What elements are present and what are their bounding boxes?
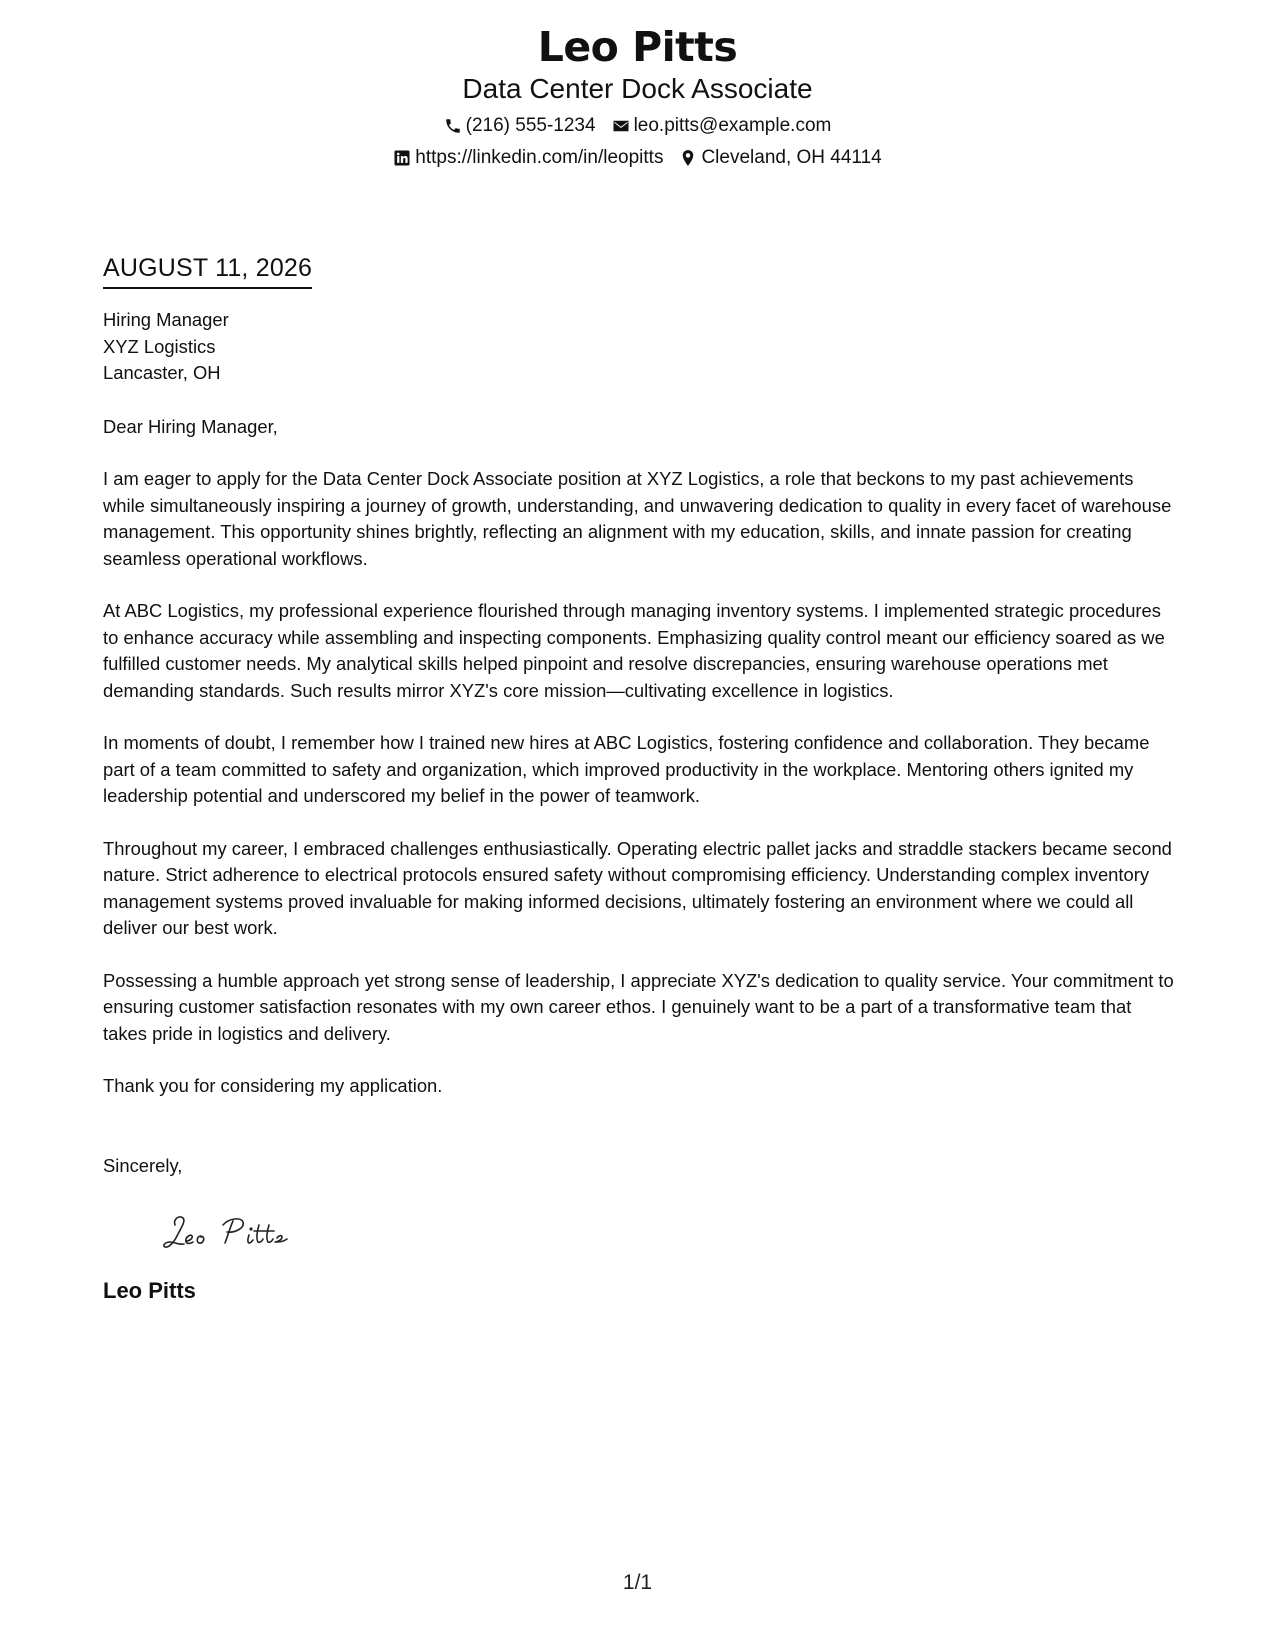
letter-date: AUGUST 11, 2026 <box>103 252 312 289</box>
phone-text: (216) 555-1234 <box>465 115 596 136</box>
contact-linkedin <box>393 146 663 170</box>
email-text: leo.pitts@example.com <box>633 115 832 136</box>
letter-header <box>0 22 1275 170</box>
applicant-title: Data Center Dock Associate <box>462 73 813 104</box>
linkedin-icon <box>393 149 411 167</box>
body-paragraph: I am eager to apply for the Data Center Dock Associate position at XYZ Logistics, a role that beckons to my past achievements while simultaneously inspiring a journey of growth, understanding, and unwavering dedication to quality in every facet of warehouse management. This opportunity shines brightly, reflecting an alignment with my education, skills, and innate passion for creating seamless operational workflows. <box>103 468 1172 569</box>
recipient-line: Lancaster, OH <box>103 362 221 383</box>
contact-location <box>679 146 881 170</box>
map-marker-icon <box>679 149 697 167</box>
recipient-line: Hiring Manager <box>103 309 229 330</box>
closing: Sincerely, <box>103 1154 183 1176</box>
phone-icon <box>444 117 462 135</box>
recipient-block <box>103 307 1178 387</box>
contact-row-2 <box>0 146 1275 170</box>
recipient-line: XYZ Logistics <box>103 335 216 357</box>
body-paragraph: Possessing a humble approach yet strong sense of leadership, I appreciate XYZ's dedication to quality service. Your commitment to ensuring customer satisfaction resonates with my own career ethos. I genuinely want to be a part of a transformative team that takes pride in logistics and delivery. <box>103 969 1174 1044</box>
body-paragraph: In moments of doubt, I remember how I trained new hires at ABC Logistics, fostering confidence and collaboration. They became part of a team committed to safety and organization, which improved productivity in the workplace. Mentoring others ignited my leadership potential and underscored my belief in the power of teamwork. <box>103 732 1150 806</box>
applicant-name: Leo Pitts <box>537 23 738 71</box>
location-text: Cleveland, OH 44114 <box>701 147 882 168</box>
signed-name: Leo Pitts <box>103 1278 196 1303</box>
linkedin-text: https://linkedin.com/in/leopitts <box>415 147 664 168</box>
contact-phone <box>444 114 596 138</box>
contact-row-1 <box>0 114 1275 138</box>
page-indicator: 1/1 <box>622 1571 653 1594</box>
letter-body <box>103 252 1178 1305</box>
envelope-icon <box>612 117 630 135</box>
contact-email <box>612 114 832 138</box>
salutation: Dear Hiring Manager, <box>103 415 278 437</box>
body-paragraph: At ABC Logistics, my professional experience flourished through managing inventory systems. I implemented strategic procedures to enhance accuracy while assembling and inspecting components. Emphasizing quality control meant our efficiency soared as we fulfilled customer needs. My analytical skills helped pinpoint and resolve discrepancies, ensuring warehouse operations met demanding standards. Such results mirror XYZ's core mission—cultivating excellence in logistics. <box>103 600 1165 701</box>
thank-you-line: Thank you for considering my application. <box>103 1075 443 1096</box>
body-paragraph: Throughout my career, I embraced challenges enthusiastically. Operating electric pallet jacks and straddle stackers became second nature. Strict adherence to electrical protocols ensured safety without compromising efficiency. Understanding complex inventory management systems proved invaluable for making informed decisions, ultimately fostering an environment where we could all deliver our best work. <box>103 837 1172 938</box>
handwritten-signature <box>153 1203 1178 1263</box>
